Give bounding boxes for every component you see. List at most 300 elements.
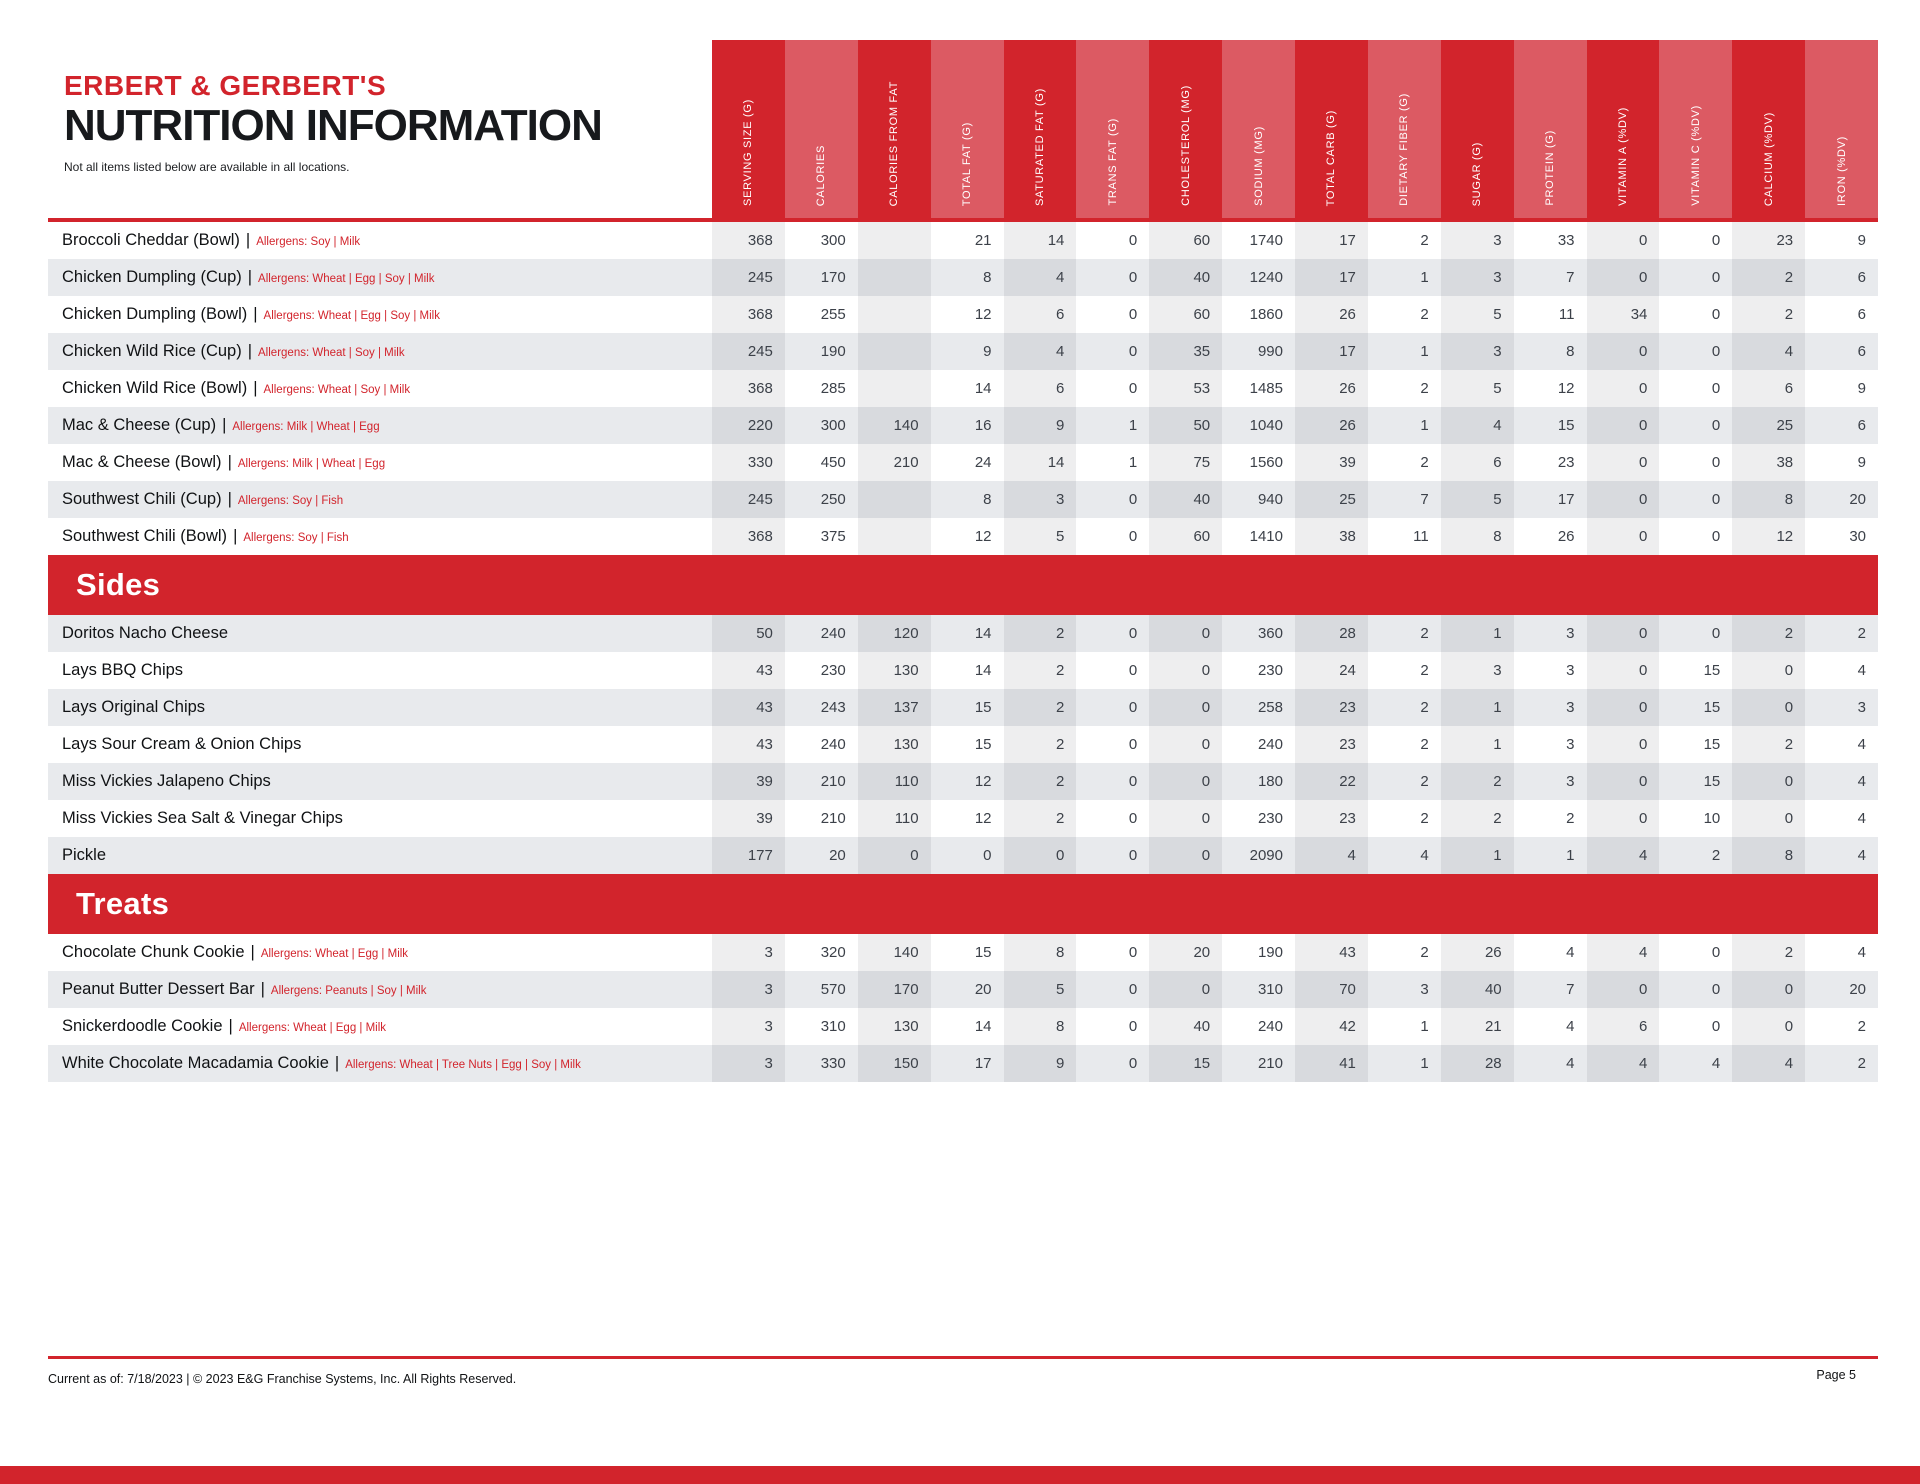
footer-divider-rule: [48, 1356, 1878, 1359]
value-cell-calories: 210: [820, 773, 846, 790]
value-cell-total-fat-g: 8: [983, 491, 992, 508]
item-name-cell: [48, 259, 712, 296]
value-cell-sodium-mg: 1560: [1249, 454, 1283, 471]
value-cell-iron-dv: 6: [1857, 417, 1866, 434]
item-name-cell: [48, 837, 712, 874]
value-cell-iron-dv: 3: [1857, 699, 1866, 716]
value-cell-vitamin-c-dv: 0: [1711, 269, 1721, 286]
item-allergens: Allergens: Milk | Wheat | Egg: [237, 457, 386, 470]
name-allergen-separator: |: [253, 379, 258, 397]
item-name-cell: [48, 481, 712, 518]
value-cell-vitamin-a-dv: 0: [1587, 800, 1660, 837]
value-cell-calories: 20: [829, 847, 846, 864]
value-cell-total-fat-g: 21: [974, 232, 992, 249]
value-cell-total-carb-g: 41: [1295, 1045, 1368, 1082]
value-cell-cholesterol-mg: 0: [1149, 971, 1222, 1008]
value-cell-trans-fat-g: 0: [1128, 847, 1138, 864]
value-cell-calories: 320: [820, 944, 846, 961]
column-header-label: IRON (%DV): [1835, 136, 1848, 206]
value-cell-total-fat-g: 12: [974, 810, 992, 827]
value-cell-vitamin-a-dv: 0: [1587, 763, 1660, 800]
value-cell-serving-size-g: 368: [712, 518, 785, 555]
value-cell-serving-size-g: 245: [712, 259, 785, 296]
value-cell-calcium-dv: 8: [1732, 837, 1805, 874]
value-cell-dietary-fiber-g: 1: [1420, 1018, 1429, 1035]
value-cell-calories-from-fat: 130: [858, 1008, 931, 1045]
item-name: Doritos Nacho Cheese: [62, 624, 228, 642]
value-cell-total-carb-g: 39: [1295, 444, 1368, 481]
column-header-label: VITAMIN A (%DV): [1616, 107, 1629, 206]
value-cell-saturated-fat-g: 4: [1004, 333, 1077, 370]
column-header-calories-from-fat: [858, 40, 931, 218]
value-cell-protein-g: 2: [1566, 810, 1575, 827]
value-cell-iron-dv: 2: [1857, 625, 1866, 642]
value-cell-sodium-mg: 240: [1257, 736, 1283, 753]
column-header-label: CALCIUM (%DV): [1762, 111, 1775, 206]
value-cell-calories: 450: [820, 454, 846, 471]
value-cell-protein-g: 3: [1566, 625, 1575, 642]
value-cell-sugar-g: 1: [1441, 837, 1514, 874]
value-cell-sugar-g: 26: [1441, 934, 1514, 971]
value-cell-calories-from-fat: [858, 518, 931, 555]
name-allergen-separator: |: [334, 1054, 340, 1072]
value-cell-sodium-mg: 190: [1257, 944, 1283, 961]
column-header-label: SERVING SIZE (G): [742, 99, 755, 206]
value-cell-calories: 240: [820, 736, 846, 753]
value-cell-total-carb-g: 26: [1295, 296, 1368, 333]
value-cell-total-fat-g: 12: [974, 773, 992, 790]
value-cell-sugar-g: 5: [1441, 296, 1514, 333]
value-cell-protein-g: 4: [1566, 1018, 1575, 1035]
name-allergen-separator: |: [260, 980, 265, 998]
value-cell-serving-size-g: 368: [712, 370, 785, 407]
item-allergens: Allergens: Wheat | Egg | Milk: [238, 1021, 387, 1034]
value-cell-cholesterol-mg: 35: [1149, 333, 1222, 370]
value-cell-sugar-g: 1: [1441, 615, 1514, 652]
table-row: [48, 1008, 1878, 1045]
value-cell-serving-size-g: 50: [712, 615, 785, 652]
value-cell-total-carb-g: 25: [1295, 481, 1368, 518]
value-cell-cholesterol-mg: 0: [1149, 726, 1222, 763]
value-cell-iron-dv: 9: [1857, 454, 1866, 471]
item-name: Miss Vickies Sea Salt & Vinegar Chips: [62, 809, 343, 827]
value-cell-total-fat-g: 17: [974, 1055, 992, 1072]
value-cell-trans-fat-g: 1: [1128, 454, 1138, 471]
value-cell-vitamin-c-dv: 0: [1711, 380, 1721, 397]
value-cell-serving-size-g: 43: [712, 726, 785, 763]
table-row: [48, 971, 1878, 1008]
value-cell-dietary-fiber-g: 2: [1420, 306, 1429, 323]
value-cell-dietary-fiber-g: 2: [1420, 810, 1429, 827]
page-title: NUTRITION INFORMATION: [64, 101, 602, 150]
value-cell-iron-dv: 6: [1857, 306, 1866, 323]
table-row: [48, 370, 1878, 407]
value-cell-vitamin-a-dv: 0: [1587, 518, 1660, 555]
value-cell-iron-dv: 20: [1849, 981, 1866, 998]
value-cell-total-fat-g: 8: [983, 269, 992, 286]
value-cell-vitamin-a-dv: 4: [1587, 1045, 1660, 1082]
value-cell-calories-from-fat: 130: [858, 726, 931, 763]
value-cell-trans-fat-g: 0: [1128, 810, 1138, 827]
column-header-label: TOTAL FAT (G): [961, 121, 974, 206]
value-cell-total-fat-g: 14: [974, 1018, 992, 1035]
column-header-sugar-g: [1441, 40, 1514, 218]
item-allergens: Allergens: Wheat | Egg | Milk: [260, 947, 409, 960]
value-cell-calcium-dv: 0: [1732, 800, 1805, 837]
value-cell-total-carb-g: 22: [1295, 763, 1368, 800]
value-cell-trans-fat-g: 0: [1128, 981, 1138, 998]
value-cell-iron-dv: 2: [1857, 1055, 1866, 1072]
column-header-label: CHOLESTEROL (MG): [1179, 85, 1192, 206]
value-cell-trans-fat-g: 0: [1128, 306, 1138, 323]
value-cell-total-carb-g: 38: [1295, 518, 1368, 555]
brand-name: ERBERT & GERBERT'S: [64, 70, 387, 101]
value-cell-calories-from-fat: [858, 222, 931, 259]
bottom-red-strip: [0, 1466, 1920, 1484]
value-cell-calcium-dv: 2: [1732, 934, 1805, 971]
table-row: [48, 800, 1878, 837]
value-cell-serving-size-g: 3: [712, 971, 785, 1008]
value-cell-dietary-fiber-g: 2: [1420, 699, 1429, 716]
value-cell-cholesterol-mg: 0: [1149, 652, 1222, 689]
value-cell-dietary-fiber-g: 4: [1420, 847, 1429, 864]
value-cell-iron-dv: 2: [1857, 1018, 1866, 1035]
value-cell-vitamin-a-dv: 0: [1587, 222, 1660, 259]
value-cell-total-fat-g: 15: [974, 699, 992, 716]
value-cell-vitamin-a-dv: 0: [1587, 689, 1660, 726]
value-cell-trans-fat-g: 0: [1128, 736, 1138, 753]
value-cell-sodium-mg: 1240: [1249, 269, 1283, 286]
value-cell-saturated-fat-g: 9: [1004, 1045, 1077, 1082]
value-cell-calories-from-fat: 120: [858, 615, 931, 652]
value-cell-saturated-fat-g: 2: [1004, 652, 1077, 689]
value-cell-dietary-fiber-g: 2: [1420, 380, 1429, 397]
value-cell-sugar-g: 5: [1441, 370, 1514, 407]
value-cell-sugar-g: 8: [1441, 518, 1514, 555]
value-cell-protein-g: 15: [1557, 417, 1575, 434]
item-name: Lays BBQ Chips: [62, 661, 184, 679]
value-cell-vitamin-a-dv: 0: [1587, 370, 1660, 407]
value-cell-dietary-fiber-g: 1: [1420, 343, 1429, 360]
value-cell-total-fat-g: 12: [974, 528, 992, 545]
value-cell-total-fat-g: 14: [974, 662, 992, 679]
table-row: [48, 222, 1878, 259]
value-cell-total-carb-g: 70: [1295, 971, 1368, 1008]
value-cell-calcium-dv: 8: [1732, 481, 1805, 518]
value-cell-total-fat-g: 14: [974, 625, 992, 642]
value-cell-sodium-mg: 360: [1257, 625, 1283, 642]
value-cell-sodium-mg: 258: [1257, 699, 1283, 716]
item-name-cell: [48, 222, 712, 259]
item-name-cell: [48, 333, 712, 370]
item-allergens: Allergens: Wheat | Tree Nuts | Egg | Soy | Milk: [345, 1058, 581, 1071]
item-name: Southwest Chili (Cup): [62, 490, 222, 508]
name-allergen-separator: |: [227, 490, 232, 508]
nutrition-table: [48, 222, 1878, 1082]
item-name-cell: [48, 1008, 712, 1045]
column-header-iron-dv: [1805, 40, 1878, 218]
item-name-cell: [48, 518, 712, 555]
value-cell-dietary-fiber-g: 2: [1420, 662, 1429, 679]
value-cell-iron-dv: 4: [1857, 736, 1866, 753]
value-cell-cholesterol-mg: 60: [1149, 222, 1222, 259]
value-cell-protein-g: 12: [1557, 380, 1575, 397]
item-name: Chicken Wild Rice (Cup): [62, 342, 242, 360]
value-cell-sodium-mg: 2090: [1249, 847, 1283, 864]
value-cell-sodium-mg: 240: [1257, 1018, 1283, 1035]
value-cell-protein-g: 11: [1558, 306, 1575, 323]
value-cell-protein-g: 8: [1566, 343, 1575, 360]
value-cell-calories: 300: [820, 232, 846, 249]
value-cell-serving-size-g: 245: [712, 481, 785, 518]
value-cell-sodium-mg: 210: [1257, 1055, 1283, 1072]
value-cell-vitamin-c-dv: 0: [1711, 232, 1721, 249]
value-cell-saturated-fat-g: 6: [1004, 370, 1077, 407]
value-cell-protein-g: 3: [1566, 699, 1575, 716]
value-cell-calcium-dv: 25: [1732, 407, 1805, 444]
value-cell-calories: 255: [820, 306, 846, 323]
value-cell-trans-fat-g: 0: [1128, 625, 1138, 642]
value-cell-total-fat-g: 15: [974, 736, 992, 753]
value-cell-total-carb-g: 23: [1295, 800, 1368, 837]
value-cell-sodium-mg: 940: [1257, 491, 1283, 508]
value-cell-calories-from-fat: [858, 259, 931, 296]
value-cell-calories-from-fat: [858, 481, 931, 518]
value-cell-cholesterol-mg: 40: [1149, 481, 1222, 518]
value-cell-calories-from-fat: 110: [858, 763, 931, 800]
column-header-trans-fat-g: [1076, 40, 1149, 218]
value-cell-total-carb-g: 17: [1295, 333, 1368, 370]
value-cell-saturated-fat-g: 3: [1004, 481, 1077, 518]
value-cell-vitamin-c-dv: 0: [1711, 944, 1721, 961]
name-allergen-separator: |: [227, 453, 232, 471]
column-header-sodium-mg: [1222, 40, 1295, 218]
value-cell-calories-from-fat: 110: [858, 800, 931, 837]
value-cell-dietary-fiber-g: 1: [1420, 417, 1429, 434]
value-cell-calories: 250: [820, 491, 846, 508]
value-cell-sodium-mg: 1040: [1249, 417, 1283, 434]
value-cell-vitamin-a-dv: 0: [1587, 333, 1660, 370]
column-header-label: CALORIES FROM FAT: [888, 80, 901, 206]
item-name: Broccoli Cheddar (Bowl): [62, 231, 240, 249]
value-cell-calories: 243: [820, 699, 846, 716]
value-cell-calcium-dv: 0: [1732, 763, 1805, 800]
value-cell-sugar-g: 21: [1441, 1008, 1514, 1045]
value-cell-vitamin-c-dv: 10: [1703, 810, 1721, 827]
column-header-protein-g: [1514, 40, 1587, 218]
value-cell-iron-dv: 4: [1857, 662, 1866, 679]
table-row: [48, 726, 1878, 763]
value-cell-serving-size-g: 3: [712, 934, 785, 971]
item-name-cell: [48, 296, 712, 333]
item-name: Chicken Dumpling (Cup): [62, 268, 242, 286]
value-cell-cholesterol-mg: 53: [1149, 370, 1222, 407]
table-row: [48, 615, 1878, 652]
value-cell-total-carb-g: 4: [1295, 837, 1368, 874]
value-cell-serving-size-g: 245: [712, 333, 785, 370]
item-allergens: Allergens: Wheat | Soy | Milk: [263, 383, 411, 396]
value-cell-total-fat-g: 0: [983, 847, 992, 864]
value-cell-saturated-fat-g: 9: [1004, 407, 1077, 444]
value-cell-vitamin-a-dv: 0: [1587, 481, 1660, 518]
value-cell-saturated-fat-g: 0: [1004, 837, 1077, 874]
value-cell-vitamin-a-dv: 4: [1587, 837, 1660, 874]
value-cell-calories: 240: [820, 625, 846, 642]
footer-copyright: Current as of: 7/18/2023 | © 2023 E&G Franchise Systems, Inc. All Rights Reserved.: [48, 1372, 517, 1386]
value-cell-serving-size-g: 368: [712, 296, 785, 333]
value-cell-cholesterol-mg: 75: [1149, 444, 1222, 481]
value-cell-saturated-fat-g: 5: [1004, 971, 1077, 1008]
value-cell-vitamin-a-dv: 6: [1587, 1008, 1660, 1045]
item-allergens: Allergens: Soy | Fish: [237, 494, 344, 507]
table-row: [48, 652, 1878, 689]
value-cell-sugar-g: 3: [1441, 222, 1514, 259]
value-cell-calories-from-fat: [858, 370, 931, 407]
column-header-saturated-fat-g: [1004, 40, 1077, 218]
value-cell-serving-size-g: 3: [712, 1008, 785, 1045]
value-cell-iron-dv: 6: [1857, 343, 1866, 360]
value-cell-trans-fat-g: 0: [1128, 232, 1138, 249]
item-name: Snickerdoodle Cookie: [62, 1017, 223, 1035]
value-cell-total-carb-g: 43: [1295, 934, 1368, 971]
value-cell-vitamin-a-dv: 0: [1587, 259, 1660, 296]
value-cell-calories-from-fat: 170: [858, 971, 931, 1008]
value-cell-calcium-dv: 6: [1732, 370, 1805, 407]
value-cell-total-carb-g: 26: [1295, 407, 1368, 444]
item-name: White Chocolate Macadamia Cookie: [62, 1054, 329, 1072]
value-cell-total-fat-g: 20: [974, 981, 992, 998]
value-cell-cholesterol-mg: 0: [1149, 689, 1222, 726]
value-cell-cholesterol-mg: 60: [1149, 296, 1222, 333]
column-header-total-fat-g: [931, 40, 1004, 218]
value-cell-calcium-dv: 2: [1732, 259, 1805, 296]
table-row: [48, 518, 1878, 555]
name-allergen-separator: |: [245, 231, 251, 249]
value-cell-saturated-fat-g: 14: [1004, 222, 1077, 259]
value-cell-total-carb-g: 26: [1295, 370, 1368, 407]
value-cell-cholesterol-mg: 0: [1149, 763, 1222, 800]
item-allergens: Allergens: Wheat | Egg | Soy | Milk: [258, 272, 435, 285]
table-row: [48, 259, 1878, 296]
column-header-vitamin-a-dv: [1587, 40, 1660, 218]
value-cell-total-carb-g: 17: [1295, 259, 1368, 296]
value-cell-cholesterol-mg: 15: [1149, 1045, 1222, 1082]
table-row: [48, 1045, 1878, 1082]
value-cell-serving-size-g: 39: [712, 800, 785, 837]
column-header-label: CALORIES: [815, 144, 828, 206]
item-name: Lays Original Chips: [62, 698, 206, 716]
value-cell-dietary-fiber-g: 7: [1420, 491, 1429, 508]
value-cell-calories-from-fat: 140: [858, 934, 931, 971]
value-cell-cholesterol-mg: 20: [1149, 934, 1222, 971]
value-cell-sugar-g: 28: [1441, 1045, 1514, 1082]
value-cell-cholesterol-mg: 60: [1149, 518, 1222, 555]
item-name: Chocolate Chunk Cookie: [62, 943, 245, 961]
value-cell-sugar-g: 1: [1441, 726, 1514, 763]
value-cell-protein-g: 3: [1566, 773, 1575, 790]
value-cell-protein-g: 3: [1566, 736, 1575, 753]
column-header-label: SODIUM (MG): [1252, 126, 1265, 206]
value-cell-calories: 210: [820, 810, 846, 827]
availability-note: Not all items listed below are available in all locations.: [64, 159, 350, 174]
value-cell-trans-fat-g: 0: [1128, 491, 1138, 508]
name-allergen-separator: |: [233, 527, 238, 545]
item-name-cell: [48, 652, 712, 689]
value-cell-iron-dv: 4: [1857, 847, 1866, 864]
value-cell-sodium-mg: 1740: [1249, 232, 1283, 249]
value-cell-sugar-g: 1: [1441, 689, 1514, 726]
value-cell-calories-from-fat: 140: [858, 407, 931, 444]
name-allergen-separator: |: [250, 943, 255, 961]
value-cell-vitamin-c-dv: 0: [1711, 491, 1721, 508]
item-name: Mac & Cheese (Cup): [62, 416, 217, 434]
value-cell-calcium-dv: 2: [1732, 615, 1805, 652]
value-cell-sodium-mg: 230: [1257, 810, 1283, 827]
value-cell-total-carb-g: 23: [1295, 689, 1368, 726]
value-cell-protein-g: 17: [1557, 491, 1575, 508]
value-cell-calories: 190: [820, 343, 846, 360]
value-cell-protein-g: 7: [1566, 269, 1575, 286]
value-cell-calcium-dv: 0: [1732, 689, 1805, 726]
value-cell-total-fat-g: 15: [974, 944, 992, 961]
name-allergen-separator: |: [253, 305, 258, 323]
section-banner-treats: Treats: [48, 874, 1878, 934]
value-cell-calcium-dv: 12: [1732, 518, 1805, 555]
value-cell-iron-dv: 6: [1857, 269, 1866, 286]
value-cell-trans-fat-g: 0: [1128, 1018, 1138, 1035]
table-row: [48, 689, 1878, 726]
value-cell-total-fat-g: 14: [974, 380, 992, 397]
value-cell-dietary-fiber-g: 2: [1420, 944, 1429, 961]
value-cell-iron-dv: 4: [1857, 773, 1866, 790]
value-cell-trans-fat-g: 0: [1128, 380, 1138, 397]
value-cell-calories-from-fat: 0: [858, 837, 931, 874]
value-cell-vitamin-a-dv: 0: [1587, 971, 1660, 1008]
value-cell-calories: 230: [820, 662, 846, 679]
value-cell-iron-dv: 4: [1857, 810, 1866, 827]
value-cell-protein-g: 26: [1557, 528, 1575, 545]
item-name-cell: [48, 726, 712, 763]
value-cell-serving-size-g: 3: [712, 1045, 785, 1082]
value-cell-iron-dv: 9: [1857, 380, 1866, 397]
value-cell-sugar-g: 2: [1441, 763, 1514, 800]
value-cell-calcium-dv: 23: [1732, 222, 1805, 259]
value-cell-saturated-fat-g: 2: [1004, 689, 1077, 726]
column-header-label: TRANS FAT (G): [1106, 118, 1119, 206]
item-name-cell: [48, 444, 712, 481]
value-cell-sugar-g: 3: [1441, 259, 1514, 296]
value-cell-sodium-mg: 180: [1257, 773, 1283, 790]
value-cell-dietary-fiber-g: 2: [1420, 773, 1429, 790]
column-header-label: PROTEIN (G): [1544, 130, 1557, 206]
value-cell-protein-g: 4: [1566, 1055, 1575, 1072]
value-cell-calories-from-fat: [858, 296, 931, 333]
value-cell-calories: 170: [820, 269, 846, 286]
value-cell-calories: 570: [820, 981, 846, 998]
value-cell-iron-dv: 4: [1857, 944, 1866, 961]
value-cell-vitamin-a-dv: 0: [1587, 726, 1660, 763]
value-cell-vitamin-c-dv: 0: [1711, 454, 1721, 471]
value-cell-vitamin-c-dv: 0: [1711, 417, 1721, 434]
value-cell-vitamin-c-dv: 4: [1711, 1055, 1721, 1072]
column-header-label: VITAMIN C (%DV): [1689, 105, 1702, 206]
value-cell-serving-size-g: 368: [712, 222, 785, 259]
value-cell-sodium-mg: 1860: [1249, 306, 1283, 323]
value-cell-vitamin-a-dv: 0: [1587, 407, 1660, 444]
item-name: Pickle: [62, 846, 107, 864]
value-cell-saturated-fat-g: 2: [1004, 800, 1077, 837]
value-cell-sugar-g: 40: [1441, 971, 1514, 1008]
